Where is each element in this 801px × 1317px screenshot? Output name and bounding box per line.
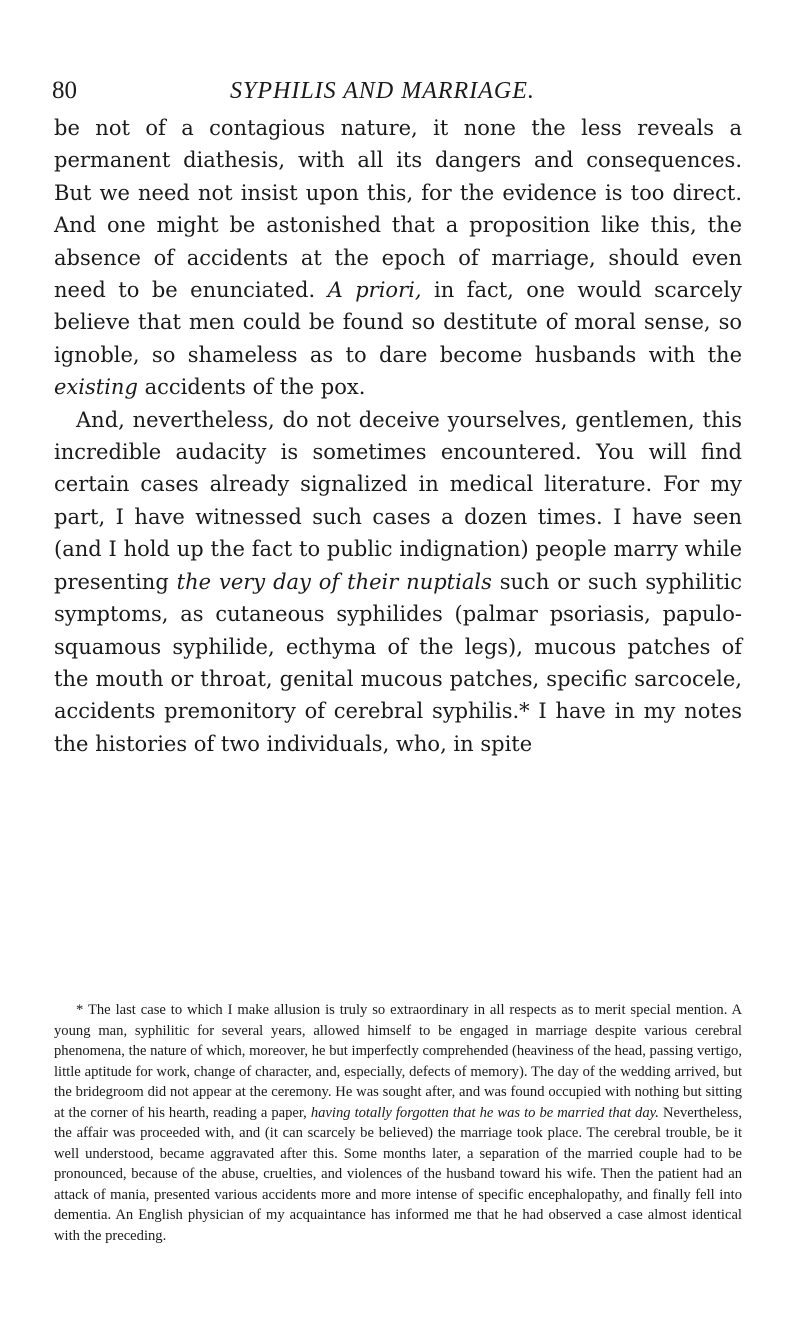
paragraph-1-italic-existing: existing [54,375,138,400]
running-title: SYPHILIS AND MARRIAGE. [230,78,535,104]
paragraph-2-italic: the very day of their nuptials [176,569,492,594]
paragraph-1-italic-a-priori: A priori, [327,278,422,303]
paragraph-2-text-b: such or such syphilitic symptoms, as cutaneous syphilides (palmar psoriasis, papulo-squamous syphilide, ecthyma of the legs), mucous patches of the mouth or throat, genital mucous patches, specific sarcocele, accidents premonitory of cerebral syphilis.* I have in my notes the histories of two individuals, who, in spite [54,569,743,756]
footnote-text-b: Nevertheless, the affair was proceeded with, and (it can scarcely be believed) the marriage took place. The cerebral trouble, be it well understood, became aggravated after this. Some months later, a separation of the married couple had to be pronounced, because of the abuse, cruelties, and violences of the husband toward his wife. Then the patient had an attack of mania, presented various accidents more and more intense of specific encephalopathy, and finally fell into dementia. An English physician of my acquaintance has informed me that he had observed a case almost identical with the preceding. [54,1104,742,1244]
page-header [52,76,742,106]
paragraph-1-text-c: accidents of the pox. [137,375,366,400]
paragraph-1-text-b: in fact, one would scarcely believe that men could be found so destitute of moral sense, so ignoble, so shameless as to dare become husbands with the [54,278,742,367]
footnote [54,1000,742,1246]
footnote-italic: having totally forgotten that he was to be married that day. [310,1104,659,1121]
paragraph-1 [54,112,742,404]
paragraph-2 [54,404,742,760]
paragraph-2-text-a: And, nevertheless, do not deceive yourselves, gentlemen, this incredible audacity is sometimes encountered. You will find certain cases already signalized in medical literature. For my part, I have witnessed such cases a dozen times. I have seen (and I hold up the fact to public indignation) people marry while presenting [54,407,742,594]
footnote-text-a: * The last case to which I make allusion is truly so extraordinary in all respects as to merit special mention. A young man, syphilitic for several years, allowed himself to be engaged in marriage despite various cerebral phenomena, the nature of which, moreover, he but imperfectly comprehended (heaviness of the head, passing vertigo, little aptitude for work, change of character, and, especially, defects of memory). The day of the wedding arrived, but the bridegroom did not appear at the ceremony. He was sought after, and was found occupied with nothing but sitting at the corner of his hearth, reading a paper, [54,1002,742,1121]
body-text [54,112,742,760]
page-number: 80 [52,77,77,104]
paragraph-1-text-a: be not of a contagious nature, it none the less reveals a permanent diathesis, with all its dangers and consequences. But we need not insist upon this, for the evidence is too direct. And one might be astonished that a proposition like this, the absence of accidents at the epoch of marriage, should even need to be enunciated. [54,116,742,303]
